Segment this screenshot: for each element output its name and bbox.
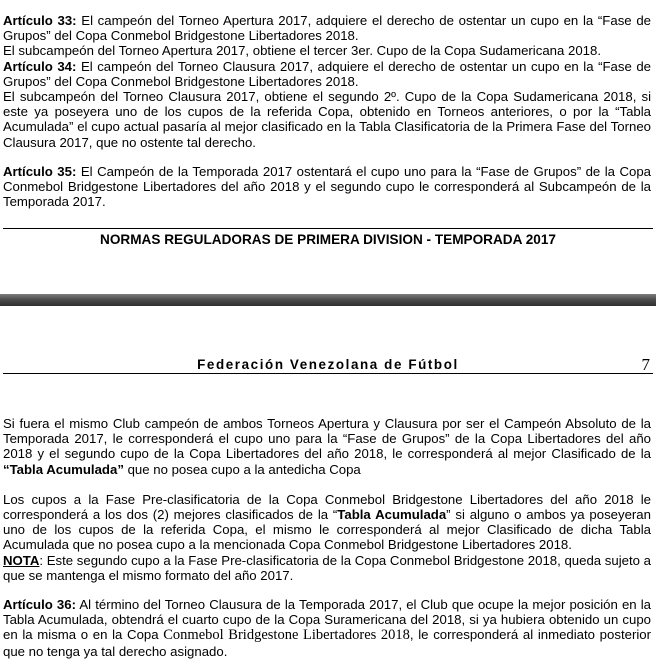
tabla-acumulada-bold: “Tabla Acumulada” [3,461,124,477]
footer-rule [3,228,653,229]
article-36-text-end: , le corresponderá al inmediato posterior que no tenga ya tal derecho asignado. [3,627,651,659]
page-7-body [3,416,651,659]
article-35-text: El Campeón de la Temporada 2017 ostentará el cupo uno para la “Fase de Grupos” de la Copa Conmebol Bridgestone Libertadores del año 2018 y el segundo cupo le corresponderá al Subcampeón de la Temporada 2017. [3,163,652,210]
page-break-bar [0,294,656,306]
page-header-title: Federación Venezolana de Fútbol [197,357,459,372]
absolute-champion-paragraph [3,416,651,477]
article-36-label: Artículo 36: [3,597,76,613]
nota-paragraph [3,553,651,583]
article-35-paragraph [3,164,651,210]
absolute-champion-text: Si fuera el mismo Club campeón de ambos Torneos Apertura y Clausura por ser el Campeón Absoluto de la Temporada 2017, le corresponderá el cupo uno para la “Fase de Grupos” de la Copa Libertadores del año 2018 y el segundo cupo de la Copa Libertadores del año 2018, le corresponderá al mejor Clasificado de la [3,416,651,462]
preclasificatoria-text: Los cupos a la Fase Pre-clasificatoria de la Copa Conmebol Bridgestone Libertadores del año 2018 le corresponderá a los dos (2) mejores clasificados de la “ [3,491,651,523]
tabla-acumulada-bold-2: Tabla Acumulada [337,507,447,523]
page-number: 7 [641,355,650,374]
nota-label: NOTA [3,552,40,568]
preclasificatoria-text-end: ” si alguno o ambos ya poseyeran uno de los cupos de la referida Copa, el mismo le corresponderá al mejor Clasificado de dicha Tabla Acumulada que no posea cupo a la mencionada Copa Conmebol Bridgestone Libertadores 2018. [3,507,651,553]
header-rule [3,373,653,374]
nota-text: : Este segundo cupo a la Fase Pre-clasificatoria de la Copa Conmebol Bridgestone 2018, queda sujeto a que se mantenga el mismo formato del año 2017. [3,552,651,583]
article-34-paragraph [3,59,651,89]
absolute-champion-text-end: que no posea cupo a la antedicha Copa [123,461,361,477]
article-35-label: Artículo 35: [3,163,77,179]
article-33-paragraph [3,13,651,43]
articles-33-35-section [3,13,651,209]
footer-title: NORMAS REGULADORAS DE PRIMERA DIVISION - TEMPORADA 2017 [100,232,556,247]
article-33-text: El campeón del Torneo Apertura 2017, adquiere el derecho de ostentar un cupo en la “Fase de Grupos” del Copa Conmebol Bridgestone Libertadores 2018. [3,13,651,44]
article-34-text: El campeón del Torneo Clausura 2017, adquiere el derecho de ostentar un cupo en la “Fase de Grupos” del Copa Conmebol Bridgestone Libertadores 2018. [3,58,651,89]
preclasificatoria-paragraph [3,492,651,553]
article-34-label: Artículo 34: [3,58,77,74]
article-33-subcampeon: El subcampeón del Torneo Apertura 2017, obtiene el tercer 3er. Cupo de la Copa Sudamericana 2018. [3,43,601,59]
article-36-paragraph [3,597,651,659]
article-33-label: Artículo 33: [3,13,77,28]
article-36-serif-text: Conmebol Bridgestone Libertadores 2018 [163,627,410,644]
article-34-subcampeon: El subcampeón del Torneo Clausura 2017, obtiene el segundo 2º. Cupo de la Copa Sudamericana 2018, si este ya poseyera uno de los cupos de la referida Copa, obtenido en Torneos anteriores, o por la “Tabla Acumulada” el cupo actual pasaría al mejor clasificado en la Tabla Clasificatoria de la Primera Fase del Torneo Clausura 2017, que no ostente tal derecho. [3,89,651,150]
article-36-text: Al término del Torneo Clausura de la Temporada 2017, el Club que ocupe la mejor posición en la Tabla Acumulada, obtendrá el cuarto cupo de la Copa Suramericana del 2018, si ya hubiera obtenido un cupo en la misma o en la Copa [3,597,651,643]
